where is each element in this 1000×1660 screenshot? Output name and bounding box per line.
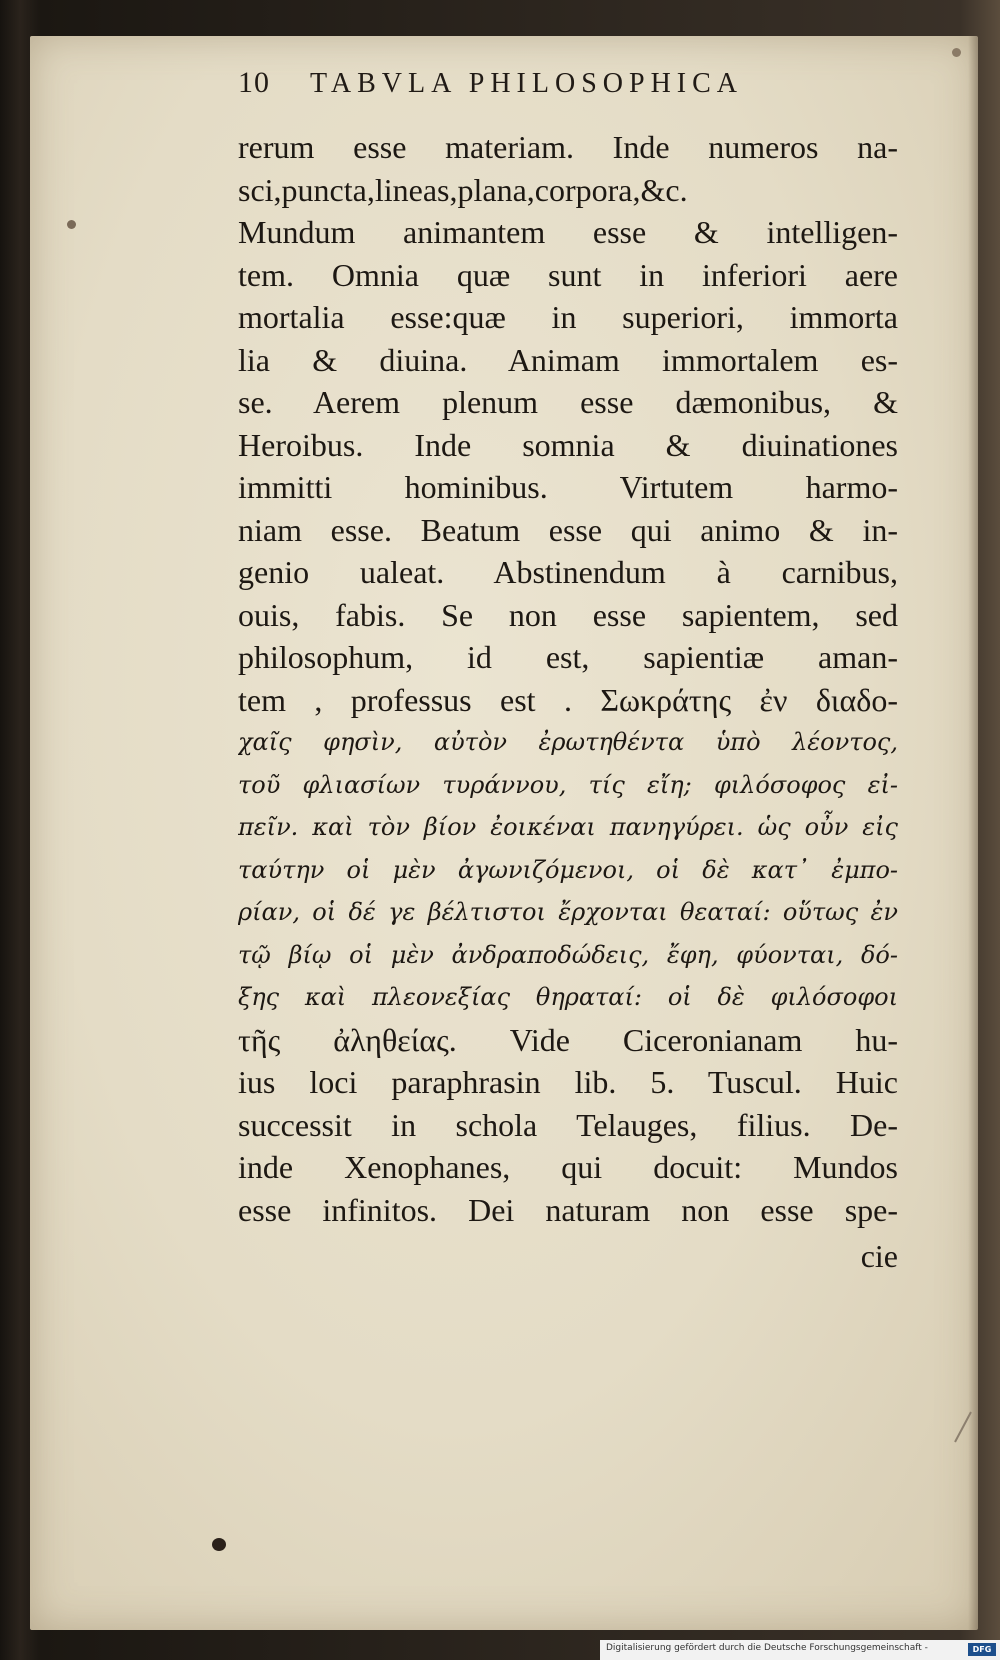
text-line: sci,puncta,lineas,plana,corpora,&c. [238,171,688,208]
text-line: τῆς ἀληθείας. Vide Ciceronianam hu- [238,1021,898,1058]
greek-text-line: χαῖς φησὶν, αὐτὸν ἐρωτηθέντα ὑπὸ λέοντος, [238,728,898,756]
page-edge-shadow [968,36,978,1630]
greek-text-line: ξης καὶ πλεονεξίας θηραταί: οἱ δὲ φιλόσοφοι [238,983,898,1011]
ink-spot [212,1538,226,1551]
text-line: esse infinitos. Dei naturam non esse spe- [238,1191,898,1228]
catchword: cie [860,1238,898,1274]
text-line: tem. Omnia quæ sunt in inferiori aere [238,256,898,293]
text-line: genio ualeat. Abstinendum à carnibus, [238,554,898,590]
text-line: mortalia esse:quæ in superiori, immorta [238,299,898,335]
text-line: lia & diuina. Animam immortalem es- [238,341,898,378]
page-number: 10 [238,66,270,99]
greek-text-line: ταύτην οἱ μὲν ἀγωνιζόμενοι, οἱ δὲ κατ᾽ ἐμπο- [238,855,898,884]
text-line: Mundum animantem esse & intelligen- [238,214,898,250]
greek-text-line: ρίαν, οἱ δέ γε βέλτιστοι ἔρχονται θεαταί: οὕτως ἐν [238,898,898,926]
dfg-logo: DFG [968,1643,996,1656]
body-text [238,126,898,1278]
page-header [238,66,878,110]
text-line: immitti hominibus. Virtutem harmo- [238,469,898,505]
text-line: se. Aerem plenum esse dæmonibus, & [238,384,898,420]
greek-text-line: τῷ βίῳ οἱ μὲν ἀνδραποδώδεις, ἔφη, φύονται, δό- [238,940,898,969]
digitization-footer [600,1640,1000,1660]
footer-credit: Digitalisierung gefördert durch die Deutsche Forschungsgemeinschaft - [606,1643,928,1653]
text-line: successit in schola Telauges, filius. De- [238,1106,898,1143]
text-line: Heroibus. Inde somnia & diuinationes [238,426,898,463]
text-line: philosophum, id est, sapientiæ aman- [238,639,898,675]
ink-spot [67,220,76,229]
text-line: niam esse. Beatum esse qui animo & in- [238,511,898,548]
text-line: ouis, fabis. Se non esse sapientem, sed [238,596,898,633]
text-line: rerum esse materiam. Inde numeros na- [238,129,898,165]
greek-text-line: τοῦ φλιασίων τυράννου, τίς εἴη; φιλόσοφος εἰ- [238,770,898,799]
ink-spot [952,48,961,57]
text-line: ius loci paraphrasin lib. 5. Tuscul. Huic [238,1064,898,1100]
text-line: tem , professus est . Σωκράτης ἐν διαδο- [238,681,898,718]
greek-text-line: πεῖν. καὶ τὸν βίον ἐοικέναι πανηγύρει. ὡς οὖν εἰς [238,813,898,841]
text-line: inde Xenophanes, qui docuit: Mundos [238,1149,898,1185]
running-title: TABVLA PHILOSOPHICA [310,68,744,99]
